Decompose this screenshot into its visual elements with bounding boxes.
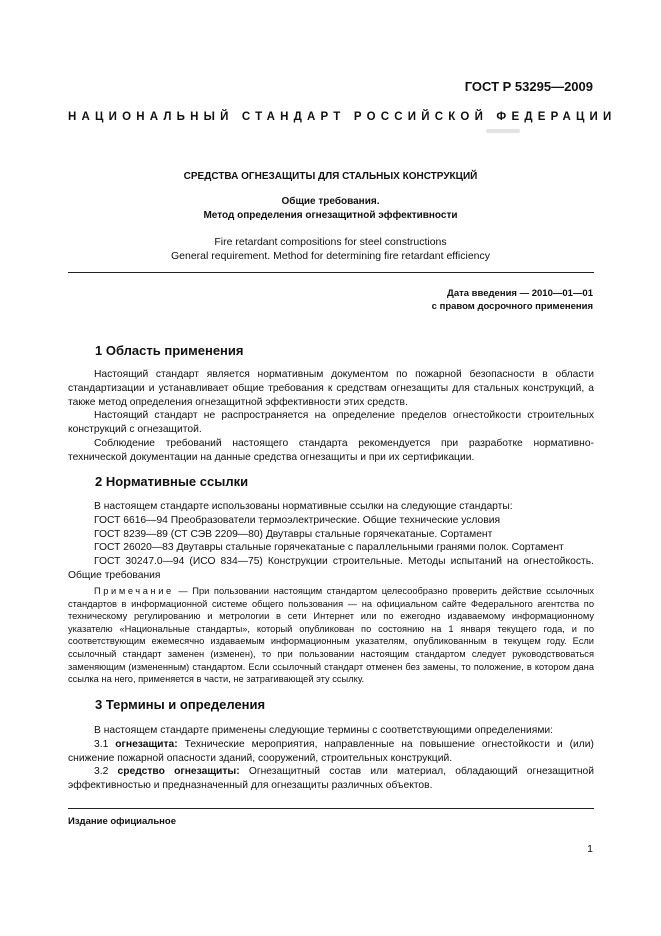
national-standard-banner: НАЦИОНАЛЬНЫЙ СТАНДАРТ РОССИЙСКОЙ ФЕДЕРАЦИИ [68, 111, 617, 123]
term: огнезащита: [115, 738, 178, 750]
term-definition [68, 738, 594, 766]
footer-divider [68, 808, 594, 809]
note-text: — При пользовании настоящим стандартом целесообразно проверить действие ссылочных стандартов в информационной системе общего пользования — на официальном сайте Федерального агентства по техническому регулированию и метрологии в сети Интернет или по ежегодно издаваемому информационному указателю «Национальные стандарты», который опубликован по состоянию на 1 января текущего года, и по соответствующим ежемесячно издаваемым информационным указателям, опубликованным в текущем году. Если ссылочный стандарт заменен (изменен), то при пользовании настоящим стандартом следует руководствоваться заменяющим (измененным) стандартом. Если ссылочный стандарт отменен без замены, то положение, в котором дана ссылка на него, применяется в части, не затрагивающей эту ссылку. [68, 586, 594, 685]
intro-date-line: Дата введения — 2010—01—01 [447, 288, 593, 299]
reference-item: ГОСТ 26020—83 Двутавры стальные горячекатаные с параллельными гранями полок. Сортамент [94, 542, 564, 554]
reference-item: ГОСТ 6616—94 Преобразователи термоэлектрические. Общие технические условия [94, 514, 501, 526]
section-1-body [68, 368, 594, 465]
reference-item: ГОСТ 30247.0—94 (ИСО 834—75) Конструкции строительные. Методы испытаний на огнестойкость. Общие требования [68, 556, 594, 581]
term-number: 3.1 [94, 738, 116, 750]
page-number: 1 [587, 843, 593, 855]
paragraph: В настоящем стандарте использованы нормативные ссылки на следующие стандарты: [94, 501, 513, 512]
paragraph: В настоящем стандарте применены следующие термины с соответствующими определениями: [94, 725, 554, 736]
scan-smudge [486, 129, 520, 133]
document-code: ГОСТ Р 53295—2009 [464, 79, 593, 94]
document-subtitle-1: Общие требования. [281, 196, 380, 207]
paragraph: Настоящий стандарт является нормативным документом по пожарной безопасности в области стандартизации и устанавливает общие требования к средствам огнезащиты для стальных конструкций, а также метод определения огнезащитной эффективности этих средств. [68, 369, 594, 408]
reference-item: ГОСТ 8239—89 (СТ СЭВ 2209—80) Двутавры стальные горячекатаные. Сортамент [94, 528, 493, 540]
official-edition-label: Издание официальное [68, 816, 176, 827]
paragraph: Соблюдение требований настоящего стандарта рекомендуется при разработке нормативно-технической документации на данные средства огнезащиты и при их сертификации. [68, 437, 594, 463]
section-2-heading: 2 Нормативные ссылки [95, 474, 249, 489]
term-number: 3.2 [94, 766, 118, 778]
section-3-heading: 3 Термины и определения [95, 697, 266, 712]
term-definition [68, 765, 594, 793]
definition: Технические мероприятия, направленные на повышение огнестойкости и (или) снижение пожарной опасности зданий, сооружений, строительных конструкций. [68, 738, 594, 764]
term: средство огнезащиты: [117, 766, 240, 778]
note-label: Примечание [94, 586, 174, 596]
paragraph: Настоящий стандарт не распространяется на определение пределов огнестойкости строительных конструкций с огнезащитой. [68, 410, 594, 436]
introduction-date [432, 287, 593, 313]
english-title-1: Fire retardant compositions for steel constructions [214, 236, 447, 248]
document-title: СРЕДСТВА ОГНЕЗАЩИТЫ ДЛЯ СТАЛЬНЫХ КОНСТРУКЦИЙ [183, 171, 478, 182]
document-subtitle-2: Метод определения огнезащитной эффективности [203, 210, 458, 221]
definition: Огнезащитный состав или материал, обладающий огнезащитной эффективностью и предназначенный для огнезащиты различных объектов. [68, 766, 594, 792]
title-divider [68, 272, 594, 273]
section-2-note [68, 585, 594, 686]
section-1-heading: 1 Область применения [95, 343, 244, 358]
early-application-line: с правом досрочного применения [431, 301, 593, 312]
section-3-body [68, 724, 594, 793]
section-2-body [68, 500, 594, 583]
english-title-2: General requirement. Method for determining fire retardant efficiency [170, 250, 491, 262]
